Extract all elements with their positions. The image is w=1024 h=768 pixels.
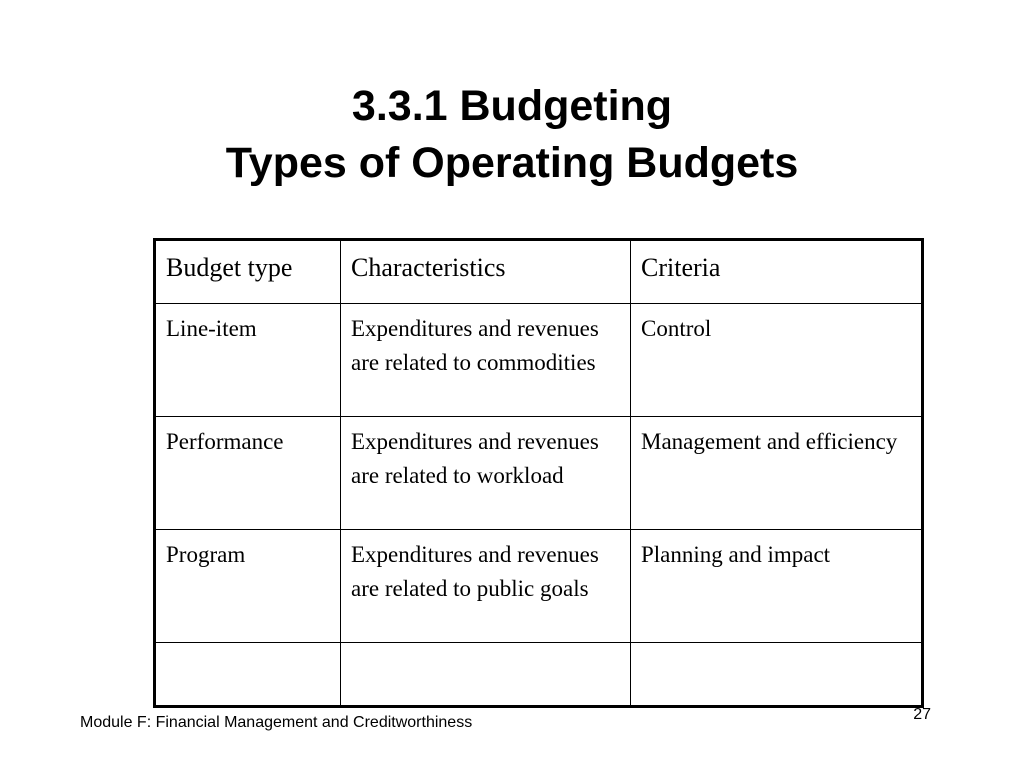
slide-title-line-1: 3.3.1 Budgeting [351,82,673,130]
budget-types-table [153,238,924,708]
table-cell: Planning and impact [631,530,923,643]
table-row-empty [155,643,923,707]
table-row [155,417,923,530]
table-header-row [155,240,923,304]
table-cell [631,643,923,707]
page-number: 27 [913,706,931,723]
table-cell: Management and efficiency [631,417,923,530]
table-cell: Performance [155,417,341,530]
table-cell: Control [631,304,923,417]
table-cell: Expenditures and revenues are related to commodities [341,304,631,417]
slide-footer: Module F: Financial Management and Creditworthiness [80,714,473,731]
header-cell-characteristics: Characteristics [341,240,631,304]
table-row [155,530,923,643]
slide-title-line-2: Types of Operating Budgets [225,139,799,187]
table-cell [341,643,631,707]
table-cell: Line-item [155,304,341,417]
table-cell: Program [155,530,341,643]
slide-title [0,78,1024,192]
header-cell-budget-type: Budget type [155,240,341,304]
table-cell [155,643,341,707]
header-cell-criteria: Criteria [631,240,923,304]
table-cell: Expenditures and revenues are related to workload [341,417,631,530]
table-row [155,304,923,417]
table-cell: Expenditures and revenues are related to public goals [341,530,631,643]
